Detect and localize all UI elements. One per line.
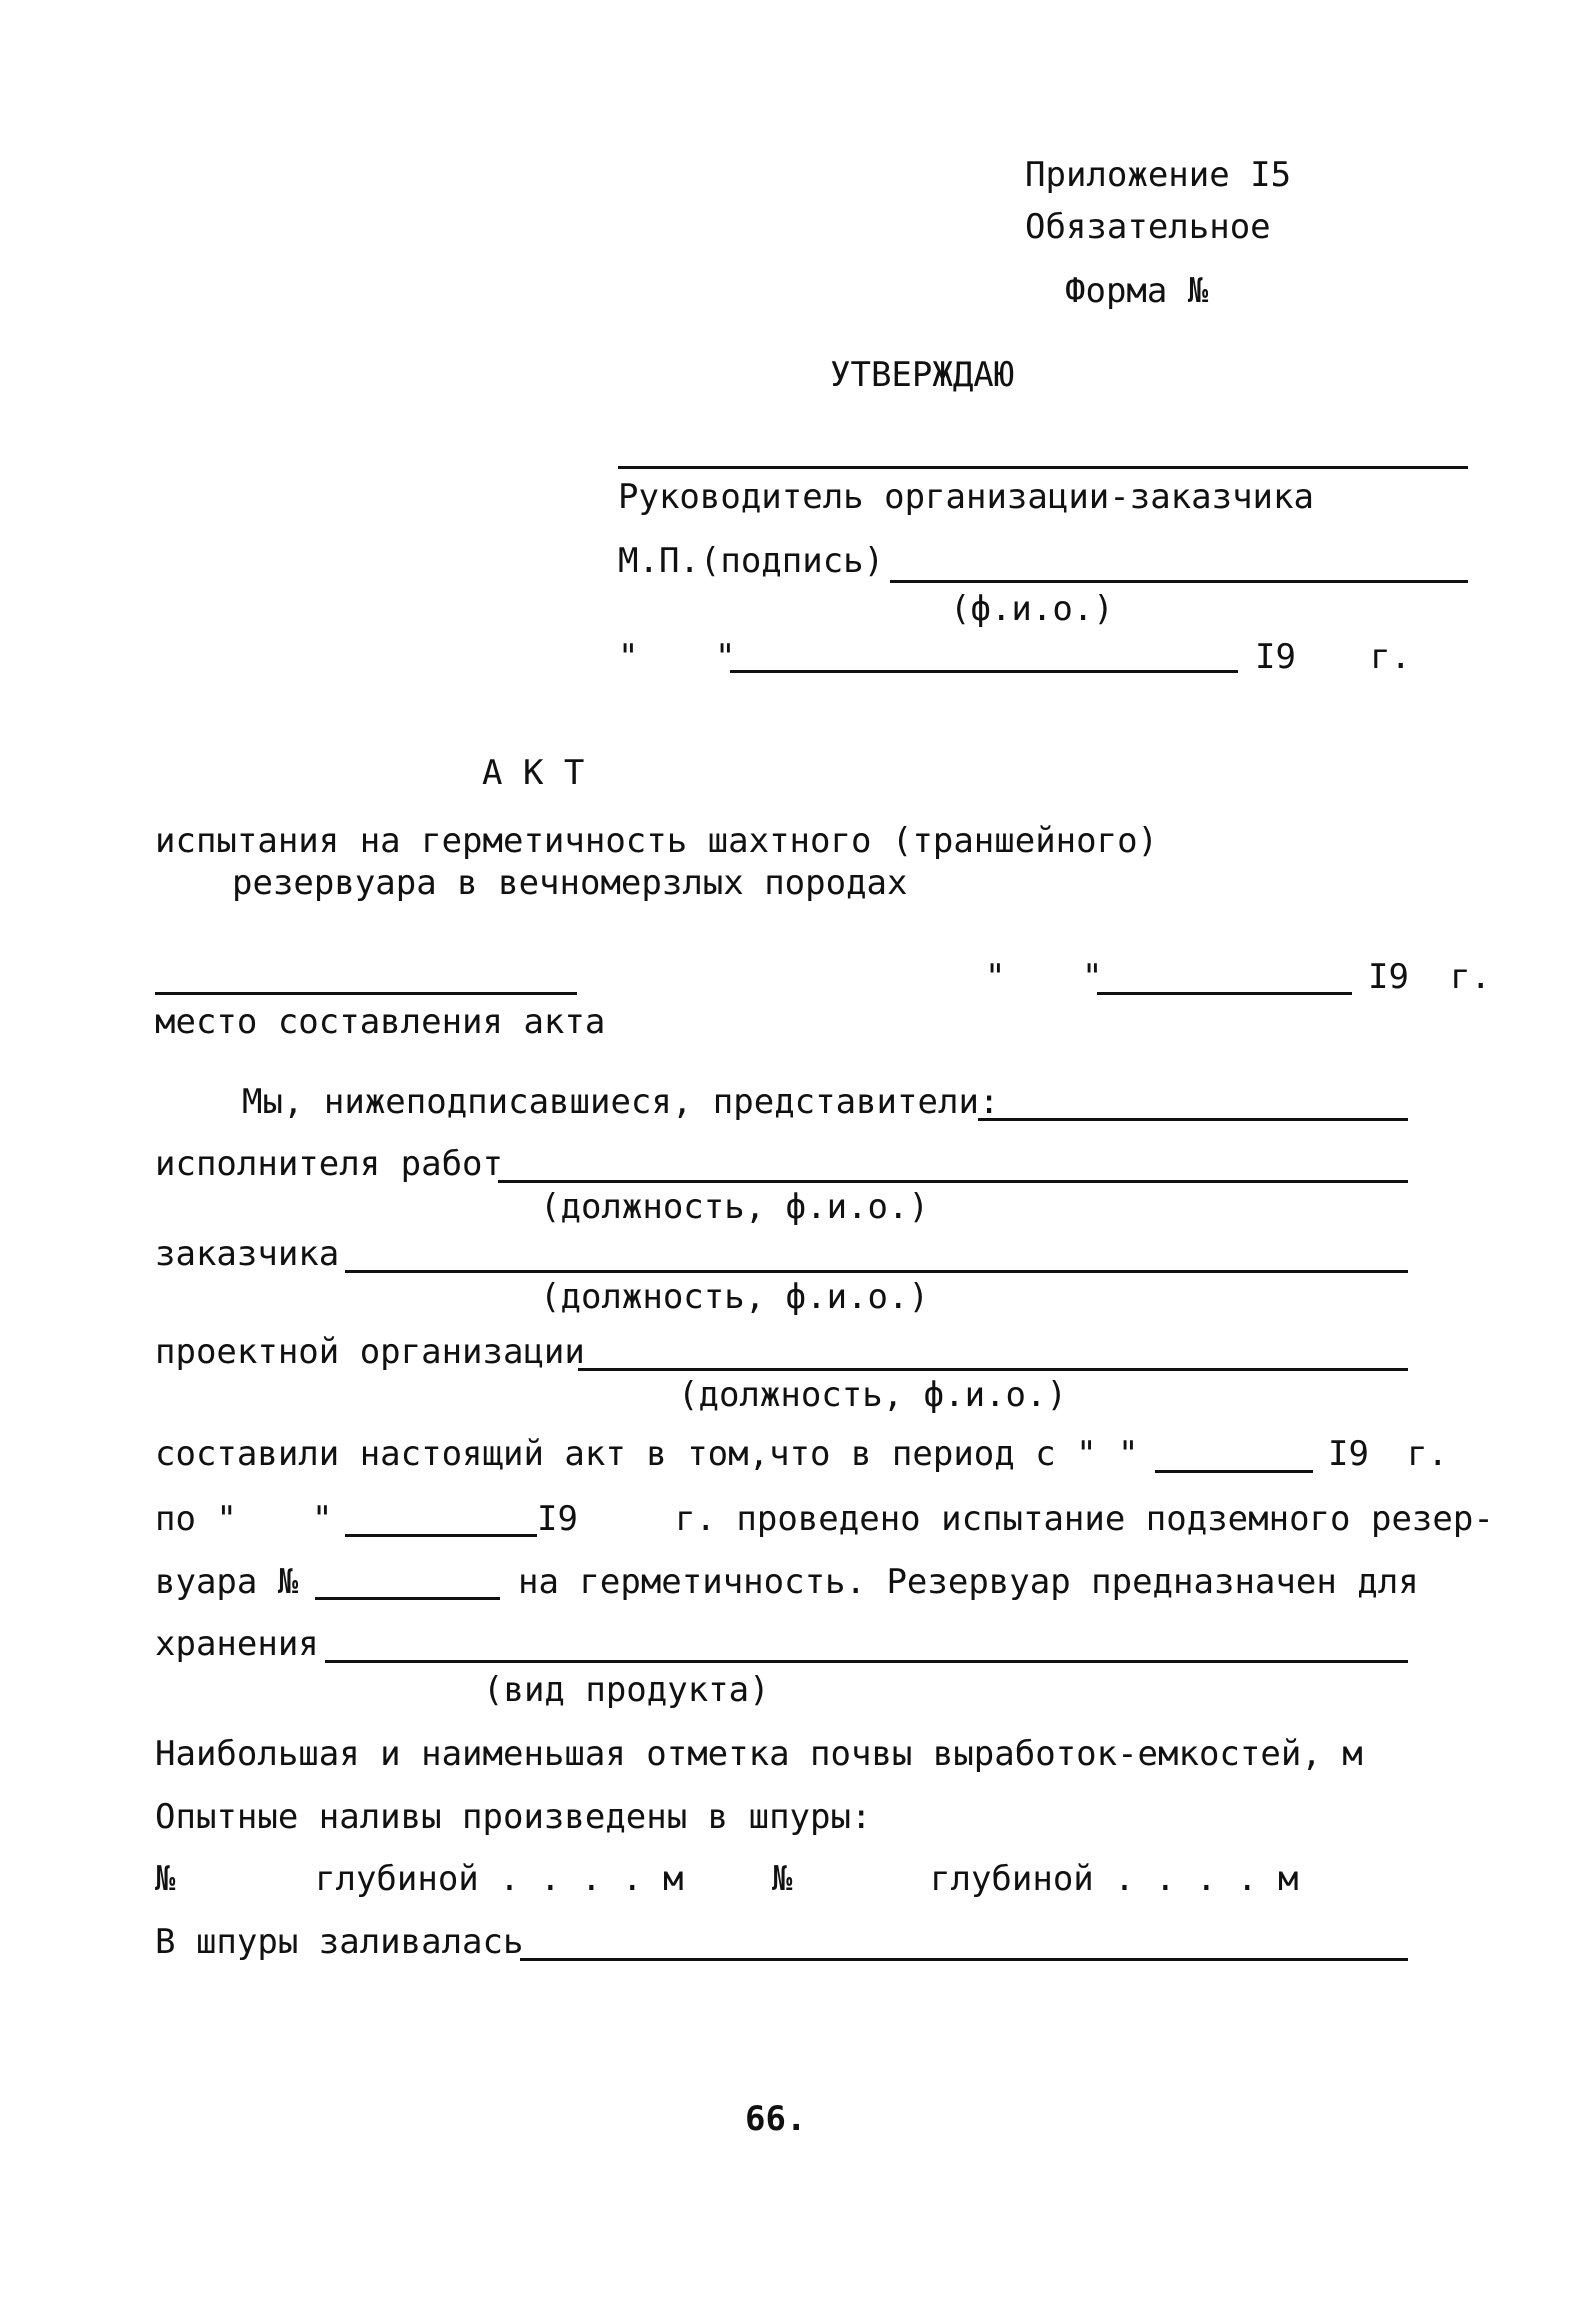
design-org-line: [578, 1368, 1408, 1371]
approve-label: УТВЕРЖДАЮ: [830, 355, 1015, 395]
date-open-quote: ": [618, 637, 639, 677]
design-org-label: проектной организации: [155, 1332, 585, 1372]
signature-line: [890, 580, 1468, 583]
act-subtitle-line1: испытания на герметичность шахтного (траншейного): [155, 821, 1159, 861]
act-subtitle-line2: резервуара в вечномерзлых породах: [232, 863, 908, 903]
date-close-quote: ": [715, 637, 736, 677]
customer-caption: (должность, ф.и.о.): [540, 1277, 929, 1317]
act-title: А К Т: [482, 753, 585, 793]
hole-number-2: №: [772, 1859, 793, 1899]
period-from-line: [1155, 1470, 1313, 1473]
tank-rest: на герметичность. Резервуар предназначен для: [518, 1562, 1419, 1602]
period-to-rest: г. проведено испытание подземного резер-: [675, 1499, 1494, 1539]
approval-year-g: г.: [1370, 637, 1411, 677]
approval-date-line: [730, 670, 1238, 673]
period-to-year: I9: [537, 1499, 578, 1539]
head-title: Руководитель организации-заказчика: [618, 477, 1314, 517]
executor-caption: (должность, ф.и.о.): [540, 1187, 929, 1227]
we-representatives: Мы, нижеподписавшиеся, представители:: [242, 1082, 1000, 1122]
storage-label: хранения: [155, 1624, 319, 1664]
period-to-close-quote: ": [312, 1499, 333, 1539]
trial-text: Опытные наливы произведены в шпуры:: [155, 1797, 872, 1837]
hole-depth-2: глубиной . . . . м: [930, 1859, 1299, 1899]
place-date-g: г.: [1450, 957, 1491, 997]
tank-prefix: вуара №: [155, 1562, 299, 1602]
period-to-line: [345, 1534, 537, 1537]
head-name-line: [618, 466, 1468, 469]
place-date-open-quote: ": [985, 957, 1006, 997]
fio-caption: (ф.и.о.): [950, 589, 1114, 629]
period-from-year: I9: [1328, 1434, 1369, 1474]
poured-label: В шпуры заливалась: [155, 1922, 524, 1962]
place-caption: место составления акта: [155, 1002, 606, 1042]
period-to-prefix: по ": [155, 1499, 237, 1539]
hole-depth-1: глубиной . . . . м: [315, 1859, 684, 1899]
poured-line: [520, 1958, 1408, 1961]
seal-signature-label: М.П.(подпись): [618, 541, 885, 581]
customer-line: [345, 1270, 1408, 1273]
appendix-label: Приложение I5: [1025, 155, 1292, 195]
period-from-g: г.: [1407, 1434, 1448, 1474]
compiled-text: составили настоящий акт в том,что в период с ": [155, 1434, 1097, 1474]
executor-line: [498, 1180, 1408, 1183]
page-number: 66.: [745, 2099, 807, 2139]
form-number-label: Форма №: [1065, 271, 1209, 311]
place-date-close-quote: ": [1082, 957, 1103, 997]
product-caption: (вид продукта): [483, 1670, 770, 1710]
customer-label: заказчика: [155, 1234, 340, 1274]
tank-number-line: [315, 1597, 500, 1600]
storage-line: [325, 1660, 1408, 1663]
place-line: [155, 992, 577, 995]
executor-label: исполнителя работ: [155, 1144, 503, 1184]
place-date-line: [1097, 992, 1352, 995]
marks-text: Наибольшая и наименьшая отметка почвы выработок-емкостей, м: [155, 1734, 1363, 1774]
design-org-caption: (должность, ф.и.о.): [678, 1375, 1067, 1415]
compiled-close-quote: ": [1118, 1434, 1139, 1474]
representatives-line: [978, 1118, 1408, 1121]
mandatory-label: Обязательное: [1025, 207, 1271, 247]
place-date-year: I9: [1368, 957, 1409, 997]
approval-year: I9: [1255, 637, 1296, 677]
hole-number-1: №: [155, 1859, 176, 1899]
